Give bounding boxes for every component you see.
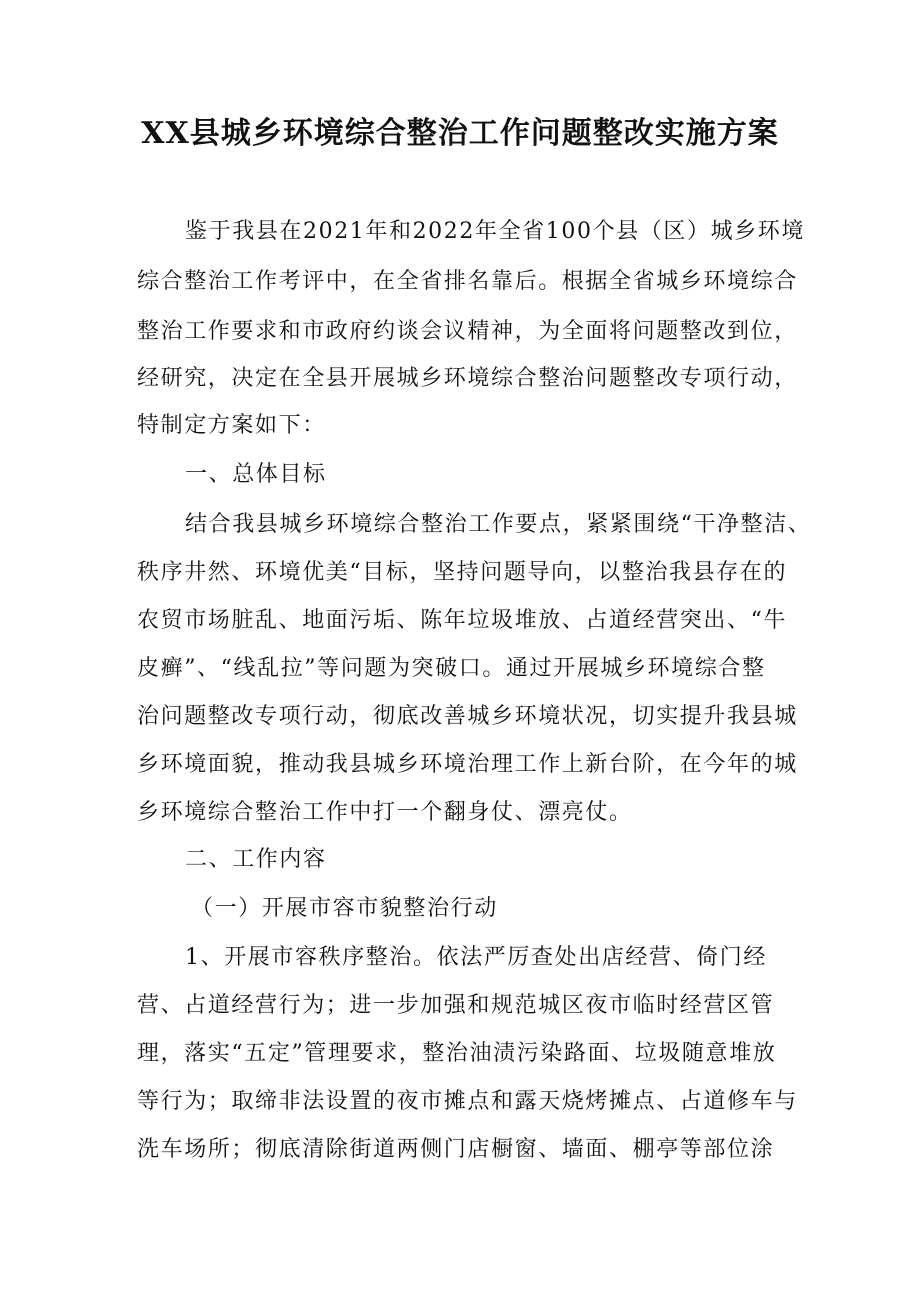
paragraph-line: 皮癣”、“线乱拉”等问题为突破口。通过开展城乡环境综合整 <box>137 656 766 681</box>
subsection-heading: （一）开展市容市貌整治行动 <box>191 896 498 921</box>
paragraph-line: 乡环境综合整治工作中打一个翻身仗、漂亮仗。 <box>137 800 633 825</box>
paragraph-line: 秩序井然、环境优美“目标，坚持问题导向，以整治我县存在的 <box>137 560 788 585</box>
paragraph-line: 治问题整改专项行动，彻底改善城乡环境状况，切实提升我县城 <box>137 704 798 729</box>
paragraph-line: 理，落实“五定”管理要求，整治油渍污染路面、垃圾随意堆放 <box>137 1041 777 1066</box>
paragraph-line: 农贸市场脏乱、地面污垢、陈年垃圾堆放、占道经营突出、“牛 <box>137 608 788 633</box>
paragraph-line: 综合整治工作考评中，在全省排名靠后。根据全省城乡环境综合 <box>137 269 798 294</box>
paragraph-line: 乡环境面貌，推动我县城乡环境治理工作上新台阶，在今年的城 <box>137 752 798 777</box>
paragraph-line: 1、开展市容秩序整治。依法严厉查处出店经营、倚门经 <box>185 945 767 970</box>
paragraph-line: 整治工作要求和市政府约谈会议精神，为全面将问题整改到位， <box>137 319 798 344</box>
section-heading: 一、总体目标 <box>185 462 327 487</box>
section-heading: 二、工作内容 <box>185 847 327 872</box>
paragraph-line: 经研究，决定在全县开展城乡环境综合整治问题整改专项行动， <box>137 366 798 391</box>
paragraph-line: 鉴于我县在2021年和2022年全省100个县（区）城乡环境 <box>185 219 805 244</box>
paragraph-line: 营、占道经营行为；进一步加强和规范城区夜市临时经营区管 <box>137 993 775 1018</box>
paragraph-line: 特制定方案如下： <box>137 413 326 438</box>
paragraph-line: 结合我县城乡环境综合整治工作要点，紧紧围绕“干净整洁、 <box>185 512 812 537</box>
paragraph-line: 洗车场所；彻底清除街道两侧门店橱窗、墙面、棚亭等部位涂 <box>137 1137 775 1162</box>
paragraph-line: 等行为；取缔非法设置的夜市摊点和露天烧烤摊点、占道修车与 <box>137 1089 798 1114</box>
document-title: XX县城乡环境综合整治工作问题整改实施方案 <box>141 116 779 151</box>
